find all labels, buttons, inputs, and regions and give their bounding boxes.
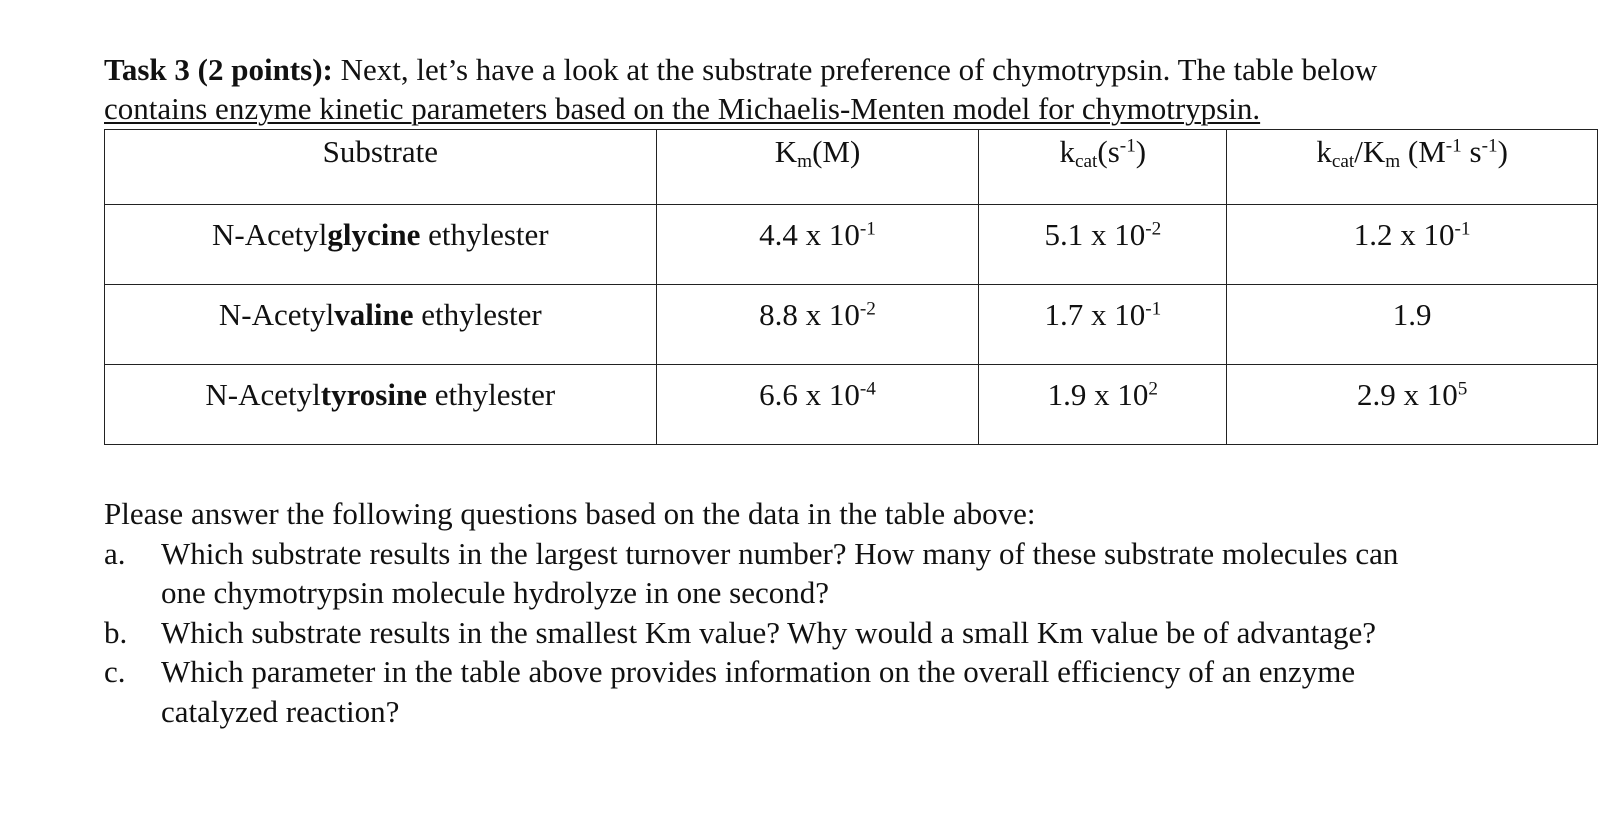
substrate-amino-acid: glycine [327,217,421,252]
table-header-row [105,130,1598,205]
header-kcat-symbol: k [1059,134,1076,169]
kcat-cell [979,205,1227,285]
question-a [104,534,1584,613]
eff-exponent: 5 [1457,378,1468,400]
substrate-prefix: N-Acetyl [212,217,328,252]
efficiency-cell [1227,285,1598,365]
table-row [105,205,1598,285]
substrate-cell [105,365,657,445]
header-kcat-subscript: cat [1075,150,1098,172]
question-line: Which parameter in the table above provides information on the overall efficiency of an enzyme [161,654,1356,689]
substrate-prefix: N-Acetyl [205,377,321,412]
header-km-symbol: K [774,134,798,169]
task-intro-line-1 [104,50,1574,89]
question-line: one chymotrypsin molecule hydrolyze in one second? [161,575,830,610]
header-kcat-unit-exponent: -1 [1119,135,1136,157]
substrate-amino-acid: tyrosine [320,377,427,412]
header-eff-unit-exponent-2: -1 [1481,135,1498,157]
km-cell [656,205,979,285]
questions-section [104,494,1584,731]
kinetics-table [104,129,1598,445]
table-row [105,285,1598,365]
task-intro [104,50,1574,128]
eff-exponent: -1 [1454,218,1471,240]
question-b [104,613,1584,653]
kcat-mantissa: 5.1 x 10 [1044,217,1146,252]
question-text [161,534,1584,613]
question-letter: c. [104,654,126,689]
km-cell [656,285,979,365]
header-km-unit: (M) [812,134,861,169]
question-line: Which substrate results in the smallest Km value? Why would a small Km value be of advantage? [161,614,1376,650]
questions-prompt: Please answer the following questions based on the data in the table above: [104,496,1036,531]
header-eff-km: /K [1354,134,1386,169]
header-eff-k: k [1316,134,1332,169]
header-substrate [105,130,657,205]
header-eff-m-subscript: m [1385,150,1401,172]
task-intro-line-2: contains enzyme kinetic parameters based on the Michaelis-Menten model for chymotrypsin. [104,91,1261,126]
substrate-amino-acid: valine [334,297,414,332]
substrate-prefix: N-Acetyl [218,297,335,332]
efficiency-cell [1227,365,1598,445]
substrate-cell [105,285,657,365]
question-line: Which substrate results in the largest turnover number? How many of these substrate molecules can [161,535,1399,571]
question-text [161,652,1584,731]
km-exponent: -2 [859,298,876,320]
question-letter: a. [104,535,126,571]
task-intro-text: Next, let’s have a look at the substrate preference of chymotrypsin. The table below [332,52,1378,87]
question-c [104,652,1584,731]
km-exponent: -1 [859,218,876,240]
kcat-exponent: -2 [1145,218,1162,240]
question-line: catalyzed reaction? [161,693,400,729]
question-letter: b. [104,614,128,650]
question-text [161,613,1584,653]
header-eff-unit-close: ) [1497,134,1508,169]
km-mantissa: 4.4 x 10 [759,217,860,252]
km-exponent: -4 [859,378,876,400]
km-mantissa: 6.6 x 10 [759,377,860,412]
header-eff-unit-exponent-1: -1 [1445,135,1462,157]
kcat-exponent: 2 [1148,378,1158,400]
header-eff-unit-s: s [1461,134,1482,169]
substrate-suffix: ethylester [426,377,556,412]
header-kcat [979,130,1227,205]
kcat-cell [979,285,1227,365]
header-km [656,130,979,205]
kcat-exponent: -1 [1145,298,1162,320]
header-km-subscript: m [797,150,813,172]
header-eff-unit: (M [1400,134,1446,169]
km-mantissa: 8.8 x 10 [759,297,860,332]
eff-mantissa: 1.9 [1392,297,1432,332]
table-row [105,365,1598,445]
eff-mantissa: 1.2 x 10 [1353,217,1455,252]
header-eff-cat-subscript: cat [1331,150,1355,172]
km-cell [656,365,979,445]
substrate-suffix: ethylester [413,297,542,332]
eff-mantissa: 2.9 x 10 [1356,377,1458,412]
header-kcat-unit: (s [1097,134,1120,169]
header-kcat-unit-close: ) [1135,134,1147,169]
efficiency-cell [1227,205,1598,285]
header-efficiency [1227,130,1598,205]
kcat-cell [979,365,1227,445]
kcat-mantissa: 1.7 x 10 [1044,297,1146,332]
substrate-suffix: ethylester [420,217,549,252]
header-substrate-label: Substrate [322,134,438,169]
substrate-cell [105,205,657,285]
task-heading: Task 3 (2 points): [104,52,333,87]
kcat-mantissa: 1.9 x 10 [1047,377,1149,412]
